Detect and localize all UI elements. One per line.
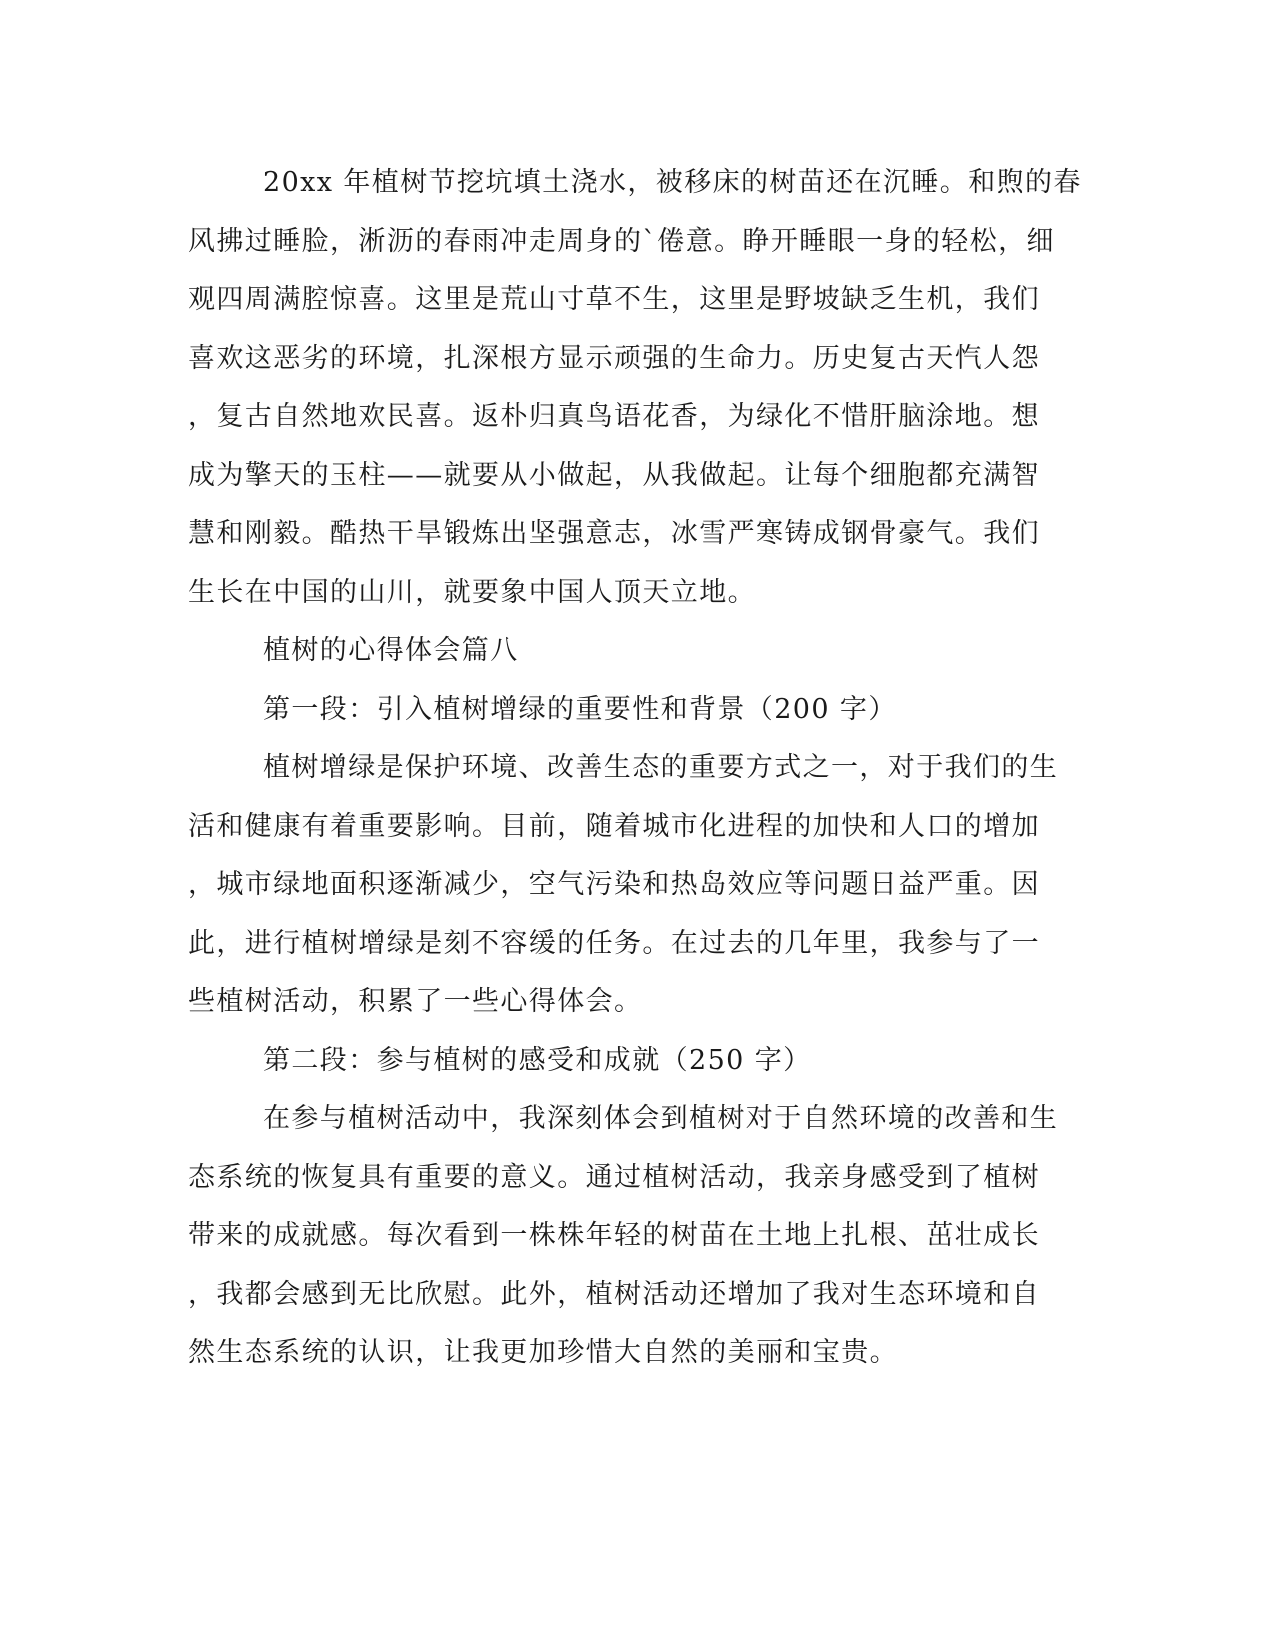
section-heading: 植树的心得体会篇八 xyxy=(263,635,519,666)
paragraph-line: 20xx 年植树节挖坑填土浇水，被移床的树苗还在沉睡。和煦的春 xyxy=(263,167,1082,198)
paragraph-line: 植树增绿是保护环境、改善生态的重要方式之一，对于我们的生 xyxy=(263,752,1059,783)
paragraph-line: 然生态系统的认识，让我更加珍惜大自然的美丽和宝贵。 xyxy=(188,1337,898,1368)
paragraph-line: 风拂过睡脸，淅沥的春雨冲走周身的`倦意。睁开睡眼一身的轻松，细 xyxy=(188,226,1055,257)
paragraph-line: 生长在中国的山川，就要象中国人顶天立地。 xyxy=(188,577,756,608)
paragraph-line: 成为擎天的玉柱——就要从小做起，从我做起。让每个细胞都充满智 xyxy=(188,460,1040,491)
subsection-heading: 第一段：引入植树增绿的重要性和背景（200 字） xyxy=(263,694,897,725)
paragraph-line: ，城市绿地面积逐渐减少，空气污染和热岛效应等问题日益严重。因 xyxy=(188,869,1040,900)
paragraph-line: 活和健康有着重要影响。目前，随着城市化进程的加快和人口的增加 xyxy=(188,811,1040,842)
paragraph-line: 些植树活动，积累了一些心得体会。 xyxy=(188,986,643,1017)
paragraph-line: 观四周满腔惊喜。这里是荒山寸草不生，这里是野坡缺乏生机，我们 xyxy=(188,284,1040,315)
paragraph-line: 带来的成就感。每次看到一株株年轻的树苗在土地上扎根、茁壮成长 xyxy=(188,1220,1040,1251)
paragraph-line: 此，进行植树增绿是刻不容缓的任务。在过去的几年里，我参与了一 xyxy=(188,928,1040,959)
paragraph-line: 慧和刚毅。酷热干旱锻炼出坚强意志，冰雪严寒铸成钢骨豪气。我们 xyxy=(188,518,1040,549)
paragraph-line: 在参与植树活动中，我深刻体会到植树对于自然环境的改善和生 xyxy=(263,1103,1059,1134)
paragraph-line: ，我都会感到无比欣慰。此外，植树活动还增加了我对生态环境和自 xyxy=(188,1279,1040,1310)
subsection-heading: 第二段：参与植树的感受和成就（250 字） xyxy=(263,1045,812,1076)
paragraph-line: ，复古自然地欢民喜。返朴归真鸟语花香，为绿化不惜肝脑涂地。想 xyxy=(188,401,1040,432)
paragraph-line: 喜欢这恶劣的环境，扎深根方显示顽强的生命力。历史复古天忾人怨 xyxy=(188,343,1040,374)
paragraph-line: 态系统的恢复具有重要的意义。通过植树活动，我亲身感受到了植树 xyxy=(188,1162,1040,1193)
